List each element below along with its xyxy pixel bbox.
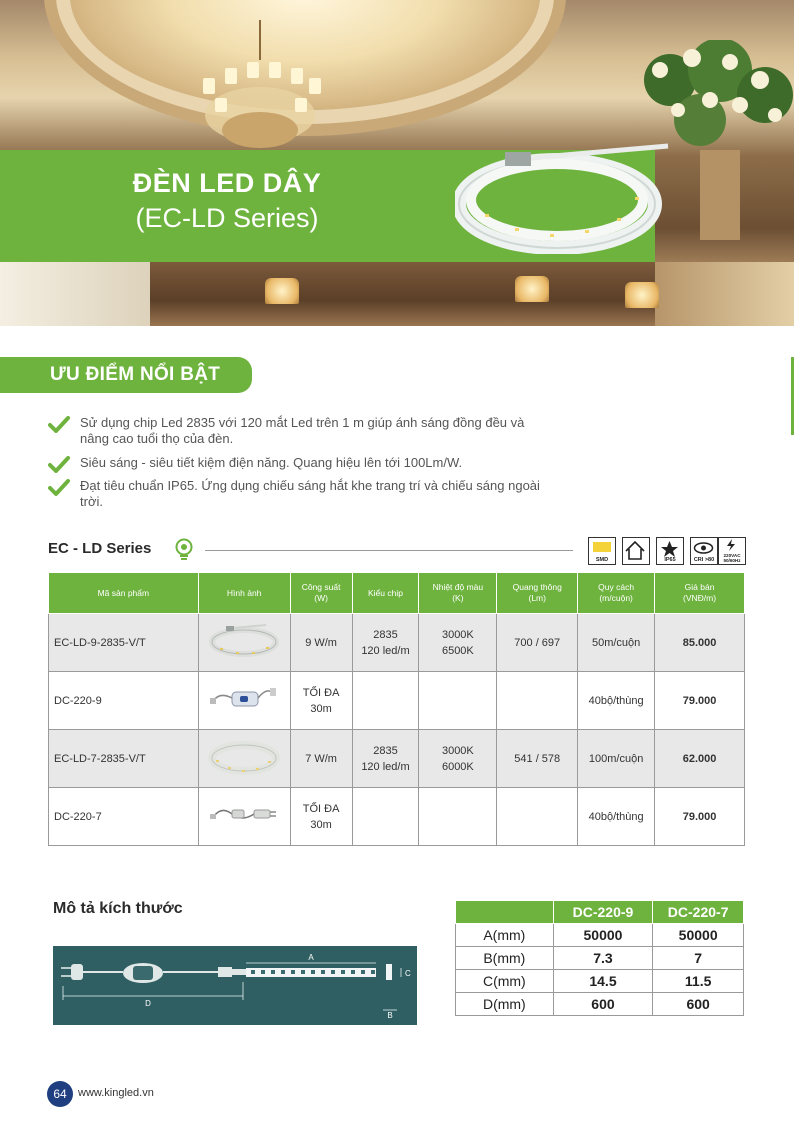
product-price: 79.000 [655, 672, 745, 730]
product-flux: 700 / 697 [497, 614, 578, 672]
product-chip [352, 788, 419, 846]
cell-value: 50000 [653, 924, 744, 947]
table-row [49, 672, 745, 730]
cell-value: 50000 [553, 924, 653, 947]
dim-label-b: B [387, 1011, 393, 1020]
row-label: A(mm) [456, 924, 554, 947]
table-header-row [49, 573, 745, 614]
table-row [49, 730, 745, 788]
advantages-heading-label: ƯU ĐIỂM NỔI BẬT [50, 364, 221, 385]
check-icon [48, 455, 70, 475]
header-pack: Quy cách (m/cuộn) [578, 573, 655, 614]
row-label: D(mm) [456, 993, 554, 1016]
curtain-window-image [0, 262, 150, 326]
product-image [198, 730, 290, 788]
feature-text: Đạt tiêu chuẩn IP65. Ứng dụng chiếu sáng hắt khe trang trí và chiếu sáng ngoài trời. [80, 478, 540, 509]
feature-text: Sử dụng chip Led 2835 với 120 mắt Led trên 1 m giúp ánh sáng đồng đều và nâng cao tuổi thọ của đèn. [80, 415, 525, 446]
header-dc-220-9: DC-220-9 [553, 901, 653, 924]
product-power: TỐI ĐA 30m [290, 672, 352, 730]
driver-plug-icon [206, 678, 282, 718]
dimensions-title: Mô tả kích thước [53, 900, 183, 917]
voltage-icon: 220VAC 50/60Hz [718, 537, 746, 565]
page-title: ĐÈN LED DÂY [132, 168, 322, 198]
table-row [456, 924, 744, 947]
room-interior-image [655, 262, 794, 326]
product-price: 62.000 [655, 730, 745, 788]
product-chip: 2835 120 led/m [352, 730, 419, 788]
dim-label-c: C [405, 969, 411, 978]
header-blank [456, 901, 554, 924]
series-title: EC - LD Series [48, 540, 152, 557]
header-price: Giá bán (VNĐ/m) [655, 573, 745, 614]
hero-banner [0, 0, 794, 326]
check-icon [48, 415, 70, 435]
product-price: 85.000 [655, 614, 745, 672]
product-cct: 3000K 6000K [419, 730, 497, 788]
dimension-diagram [53, 946, 417, 1025]
ip65-icon: IP65 [656, 537, 684, 565]
room-interior-image [150, 262, 655, 326]
product-power: 9 W/m [290, 614, 352, 672]
product-pack: 100m/cuộn [578, 730, 655, 788]
product-cct [419, 672, 497, 730]
dim-label-a: A [308, 953, 314, 962]
product-image [198, 672, 290, 730]
product-table [48, 572, 745, 846]
header-image: Hình ảnh [198, 573, 290, 614]
header-chip: Kiểu chip [352, 573, 419, 614]
divider [205, 550, 573, 551]
product-flux [497, 672, 578, 730]
product-cct [419, 788, 497, 846]
smd-icon: SMD [588, 537, 616, 565]
cell-value: 600 [653, 993, 744, 1016]
cell-value: 11.5 [653, 970, 744, 993]
dimension-table [455, 900, 744, 1016]
cell-value: 7.3 [553, 947, 653, 970]
product-code: EC-LD-9-2835-V/T [49, 614, 199, 672]
cri-icon: CRI >80 [690, 537, 718, 565]
row-label: B(mm) [456, 947, 554, 970]
feature-text: Siêu sáng - siêu tiết kiệm điện năng. Quang hiệu lên tới 100Lm/W. [80, 455, 463, 470]
bulb-icon [174, 538, 194, 562]
dim-label-d: D [145, 999, 151, 1008]
product-price: 79.000 [655, 788, 745, 846]
header-power: Công suất (W) [290, 573, 352, 614]
chandelier-image [185, 20, 335, 150]
lamp-image [515, 276, 549, 302]
product-power: TỐI ĐA 30m [290, 788, 352, 846]
cell-value: 7 [653, 947, 744, 970]
power-cord-icon [206, 794, 282, 834]
product-power: 7 W/m [290, 730, 352, 788]
header-flux: Quang thông (Lm) [497, 573, 578, 614]
product-chip [352, 672, 419, 730]
indoor-icon [622, 537, 650, 565]
header-dc-220-7: DC-220-7 [653, 901, 744, 924]
table-row [456, 970, 744, 993]
row-label: C(mm) [456, 970, 554, 993]
cell-value: 14.5 [553, 970, 653, 993]
product-image [198, 788, 290, 846]
website-link[interactable]: www.kingled.vn [78, 1087, 154, 1099]
check-icon [48, 478, 70, 498]
product-code: DC-220-9 [49, 672, 199, 730]
product-cct: 3000K 6500K [419, 614, 497, 672]
cell-value: 600 [553, 993, 653, 1016]
table-row [49, 788, 745, 846]
header-cct: Nhiệt độ màu (K) [419, 573, 497, 614]
product-chip: 2835 120 led/m [352, 614, 419, 672]
header-code: Mã sản phẩm [49, 573, 199, 614]
led-strip-coil-icon [206, 620, 282, 660]
product-pack: 40bộ/thùng [578, 788, 655, 846]
dimension-drawing [53, 946, 417, 1025]
product-code: DC-220-7 [49, 788, 199, 846]
product-image [198, 614, 290, 672]
feature-item [48, 478, 548, 512]
table-row [456, 993, 744, 1016]
feature-item [48, 455, 548, 473]
product-flux: 541 / 578 [497, 730, 578, 788]
page-number: 64 [47, 1081, 73, 1107]
advantages-heading [0, 357, 252, 393]
lamp-image [265, 278, 299, 304]
product-flux [497, 788, 578, 846]
lamp-image [625, 282, 659, 308]
table-row [456, 947, 744, 970]
product-pack: 40bộ/thùng [578, 672, 655, 730]
led-strip-coil-icon [455, 142, 670, 254]
page-subtitle: (EC-LD Series) [135, 203, 319, 233]
feature-item [48, 415, 548, 449]
table-row [49, 614, 745, 672]
led-strip-coil-icon [206, 736, 282, 776]
product-pack: 50m/cuộn [578, 614, 655, 672]
table-header-row [456, 901, 744, 924]
product-code: EC-LD-7-2835-V/T [49, 730, 199, 788]
